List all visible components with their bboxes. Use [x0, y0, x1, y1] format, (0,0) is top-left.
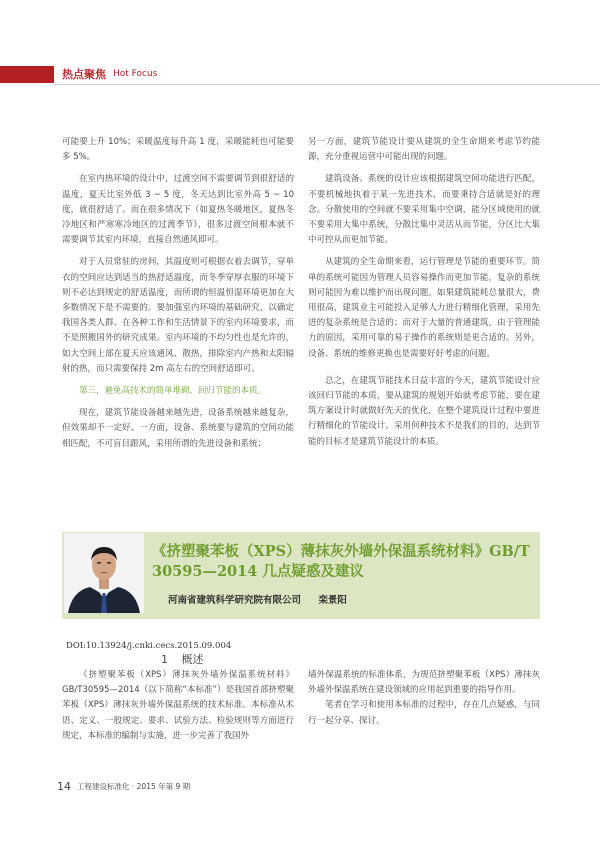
right-column: [308, 135, 540, 450]
doi: DOI:10.13924/j.cnki.cecs.2015.09.004: [66, 641, 232, 651]
section-title: 热点聚焦: [62, 68, 106, 81]
paragraph: 《挤塑聚苯板（XPS）薄抹灰外墙外保温系统材料》GB/T30595—2014（以下简称“本标准”）是我国首部挤塑聚苯板（XPS）薄抹灰外墙外保温系统的技术标准。本标准从术语、定义、一般规定、要求、试验方法、检验规则等方面进行规定，本标准的编制与实施，进一步完善了我国外: [62, 670, 294, 741]
article-right-column: [308, 668, 540, 729]
paragraph: 墙外保温系统的标准体系，为规范挤塑聚苯板（XPS）薄抹灰外墙外保温系统在建设领域的应用起到重要的指导作用。: [308, 670, 540, 696]
header-accent-block: [0, 66, 54, 83]
section-header: [0, 66, 600, 83]
author-organization: 河南省建筑科学研究院有限公司: [168, 595, 302, 606]
paragraph: 可能要上升 10%；采暖温度每升高 1 度，采暖能耗也可能要多 5%。: [62, 137, 294, 163]
paragraph: 另一方面，建筑节能设计要从建筑的全生命期来考虑节约能源，充分重视运营中可能出现的问题。: [308, 137, 540, 163]
section-heading-title: 概述: [181, 653, 204, 666]
header-divider: [54, 84, 600, 85]
article-left-column: [62, 668, 294, 744]
author-name: 栾景阳: [318, 595, 347, 606]
author-photo: [64, 533, 144, 613]
section-title-en: Hot Focus: [113, 69, 158, 79]
paragraph: 对于人员常驻的房间，其温度则可根据衣着去调节，穿单衣的空间应达到适当的热舒适温度，而冬季穿厚衣服的环境下则不必达到规定的舒适温度，而所谓的恒温恒湿环境更加在大多数情况下是不需要的。要加强室内环境的基础研究，以确定我国各类人群、在各种工作和生活情景下的室内环境要求，而不是照搬国外的研究成果。室内环境的不均匀性也是允许的，如大空间上部在夏天应该通风、散热，排除室内产热和太阳辐射的热，而只需要保持 2m 高左右的空间舒适即可。: [62, 257, 294, 374]
paragraph: 从建筑的全生命期来看，运行管理是节能的重要环节。简单的系统可能因为管理人员容易操作而更加节能，复杂的系统则可能因为难以维护而出现问题。如果建筑能耗总量很大，费用很高，建筑业主可能投入足够人力进行精细化管理，采用先进的复杂系统是合适的；而对于大量的普通建筑，由于管理能力的原因，采用可靠的易于操作的系统则是更合适的。另外，设备、系统的维修更换也是需要好好考虑的问题。: [308, 257, 540, 359]
left-column: [62, 135, 294, 452]
subheading: 第三，避免高技术的简单堆砌，回归节能的本质。: [79, 386, 267, 397]
page-footer: [57, 779, 190, 793]
author-line: [168, 594, 540, 608]
magazine-issue: 工程建设标准化 · 2015 年第 9 期: [77, 781, 191, 791]
article-title: 《挤塑聚苯板（XPS）薄抹灰外墙外保温系统材料》GB/T 30595—2014 几点疑惑及建议: [152, 543, 530, 580]
section-number: 1: [161, 653, 168, 666]
paragraph: 总之，在建筑节能技术日益丰富的今天，建筑节能设计应该回归节能的本质，要从建筑的规划开始就考虑节能，要在建筑方案设计时就做好先天的优化，在整个建筑设计过程中要进行精细化的节能设计。采用何种技术不是我们的目的，达到节能的目标才是建筑节能设计的本质。: [308, 375, 540, 447]
paragraph: 现在，建筑节能设备越来越先进，设备系统越来越复杂，但效果却不一定好。一方面，设备、系统要与建筑的空间功能相匹配，不可盲目跟风，采用所谓的先进设备和系统；: [62, 408, 294, 449]
paragraph: 建筑设备、系统的设计应该根据建筑空间功能进行匹配，不要机械地执着于某一先进技术，而要秉持合适就是好的理念。分散使用的空间就不要采用集中空调，能分区域使用的就不要采用大集中系统，分散比集中灵活从而节能，分区比大集中可控从而更加节能。: [308, 174, 540, 246]
paragraph: 在室内热环境的设计中，过渡空间不需要调节到很舒适的温度，夏天比室外低 3 ~ 5 度，冬天达到比室外高 5 ~ 10 度，就很舒适了。而在很多情况下（如夏热冬暖地区，夏热冬冷地区和严寒寒冷地区的过渡季节），很多过渡空间根本就不需要调节其室内环境，直接自然通风即可。: [62, 174, 294, 246]
section-heading: [161, 651, 204, 667]
page-number: 14: [57, 779, 71, 793]
paragraph: 笔者在学习和使用本标准的过程中，存在几点疑惑，与同行一起分享、探讨。: [308, 700, 540, 726]
